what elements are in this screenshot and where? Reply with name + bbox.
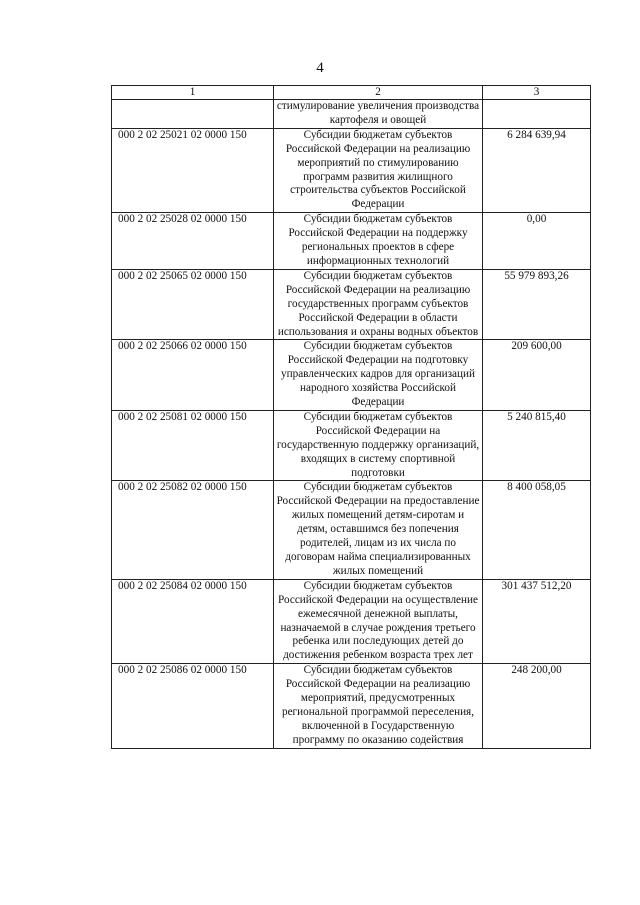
- description-cell: Субсидии бюджетам субъектов Российской Федерации на государственную поддержку организаций, входящих в систему спортивной подготовки: [274, 410, 483, 481]
- description-cell: Субсидии бюджетам субъектов Российской Федерации на осуществление ежемесячной денежной выплаты, назначаемой в случае рождения третьего ребенка или последующих детей до достижения ребенком возраста трех лет: [274, 579, 483, 663]
- column-header: 3: [483, 86, 591, 100]
- amount-cell: 8 400 058,05: [483, 481, 591, 579]
- table-row: [112, 100, 591, 129]
- amount-cell: 301 437 512,20: [483, 579, 591, 663]
- description-cell: Субсидии бюджетам субъектов Российской Федерации на реализацию мероприятий, предусмотренных региональной программой переселения, включенной в Государственную программу по оказанию содействия: [274, 664, 483, 748]
- amount-cell: 209 600,00: [483, 340, 591, 411]
- description-cell: Субсидии бюджетам субъектов Российской Федерации на поддержку региональных проектов в сфере информационных технологий: [274, 213, 483, 270]
- budget-code-cell: [112, 100, 274, 129]
- description-cell: стимулирование увеличения производства картофеля и овощей: [274, 100, 483, 129]
- table-row: [112, 664, 591, 748]
- amount-cell: 5 240 815,40: [483, 410, 591, 481]
- table-row: [112, 410, 591, 481]
- amount-cell: 0,00: [483, 213, 591, 270]
- table-row: [112, 213, 591, 270]
- budget-code-cell: 000 2 02 25021 02 0000 150: [112, 128, 274, 212]
- description-cell: Субсидии бюджетам субъектов Российской Федерации на подготовку управленческих кадров для организаций народного хозяйства Российской Федерации: [274, 340, 483, 411]
- budget-code-cell: 000 2 02 25065 02 0000 150: [112, 269, 274, 340]
- table-row: [112, 579, 591, 663]
- amount-cell: 6 284 639,94: [483, 128, 591, 212]
- table-row: [112, 128, 591, 212]
- description-cell: Субсидии бюджетам субъектов Российской Федерации на реализацию государственных программ субъектов Российской Федерации в области использования и охраны водных объектов: [274, 269, 483, 340]
- budget-code-cell: 000 2 02 25086 02 0000 150: [112, 664, 274, 748]
- column-header: 2: [274, 86, 483, 100]
- amount-cell: 55 979 893,26: [483, 269, 591, 340]
- amount-cell: 248 200,00: [483, 664, 591, 748]
- budget-code-cell: 000 2 02 25081 02 0000 150: [112, 410, 274, 481]
- budget-code-cell: 000 2 02 25082 02 0000 150: [112, 481, 274, 579]
- budget-table: [111, 85, 591, 749]
- description-cell: Субсидии бюджетам субъектов Российской Федерации на реализацию мероприятий по стимулированию программ развития жилищного строительства субъектов Российской Федерации: [274, 128, 483, 212]
- description-cell: Субсидии бюджетам субъектов Российской Федерации на предоставление жилых помещений детям-сиротам и детям, оставшимся без попечения родителей, лицам из их числа по договорам найма специализированных жилых помещений: [274, 481, 483, 579]
- page-number: 4: [316, 60, 324, 76]
- budget-code-cell: 000 2 02 25066 02 0000 150: [112, 340, 274, 411]
- table-row: [112, 481, 591, 579]
- budget-code-cell: 000 2 02 25084 02 0000 150: [112, 579, 274, 663]
- table-row: [112, 340, 591, 411]
- amount-cell: [483, 100, 591, 129]
- budget-code-cell: 000 2 02 25028 02 0000 150: [112, 213, 274, 270]
- table-row: [112, 269, 591, 340]
- column-header: 1: [112, 86, 274, 100]
- table-header-row: [112, 86, 591, 100]
